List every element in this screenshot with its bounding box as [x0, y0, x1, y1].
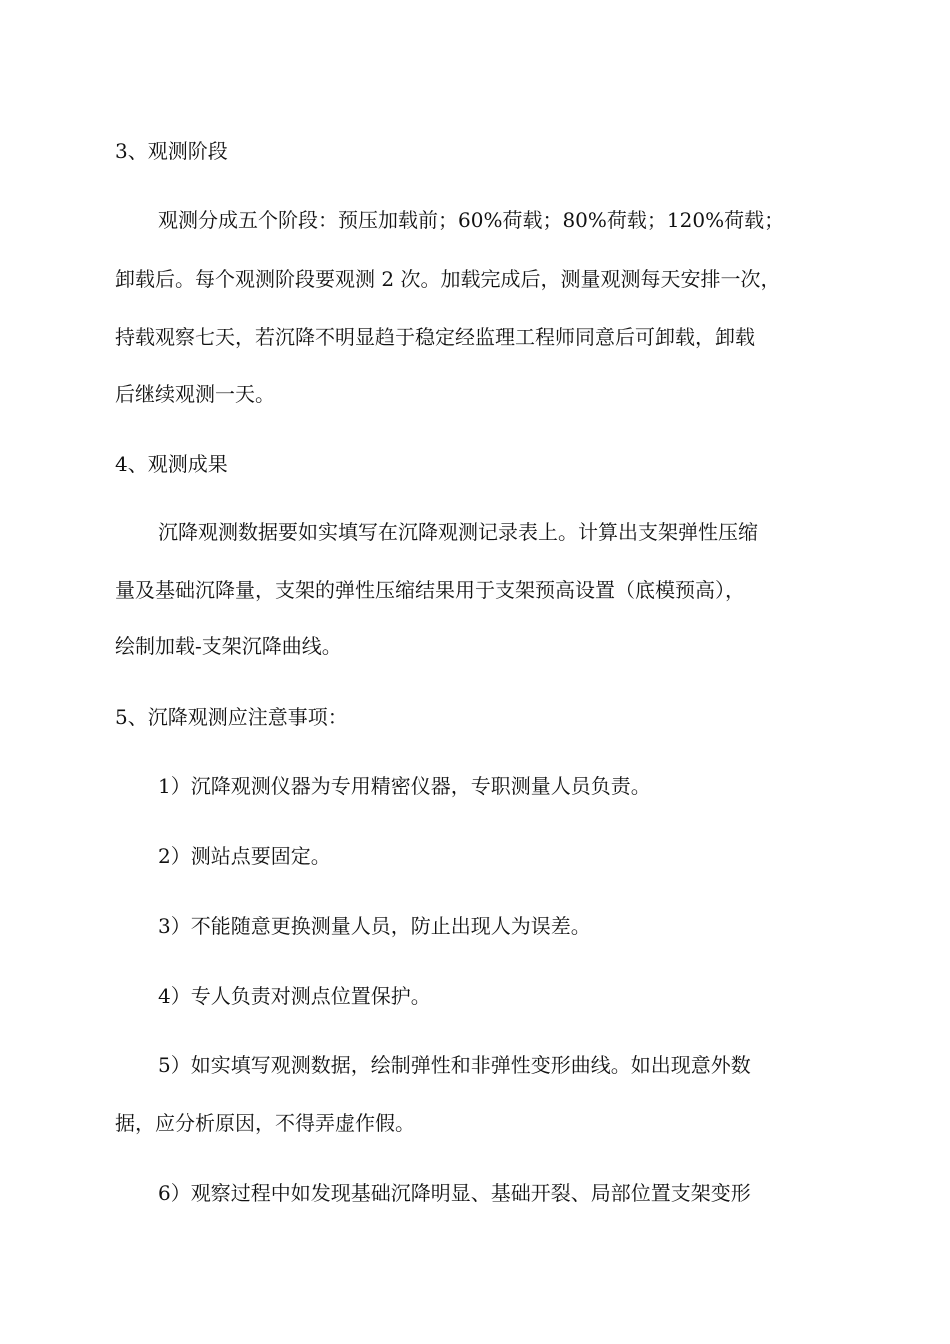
section-5-heading: 5、沉降观测应注意事项：	[115, 705, 348, 729]
section-3-paragraph-line-4: 后继续观测一天。	[115, 382, 275, 406]
section-3-paragraph-line-2: 卸载后。每个观测阶段要观测 2 次。加载完成后，测量观测每天安排一次，	[115, 267, 781, 291]
section-4-heading: 4、观测成果	[115, 452, 228, 476]
section-5-item-3: 3）不能随意更换测量人员，防止出现人为误差。	[158, 914, 591, 938]
section-5-item-1: 1）沉降观测仪器为专用精密仪器，专职测量人员负责。	[158, 774, 651, 798]
section-4-paragraph-line-1: 沉降观测数据要如实填写在沉降观测记录表上。计算出支架弹性压缩	[158, 520, 758, 544]
section-3-heading: 3、观测阶段	[115, 139, 228, 163]
section-3-paragraph-line-1: 观测分成五个阶段：预压加载前；60%荷载；80%荷载；120%荷载；	[158, 208, 785, 232]
section-5-item-2: 2）测站点要固定。	[158, 844, 331, 868]
section-4-paragraph-line-3: 绘制加载-支架沉降曲线。	[115, 634, 342, 658]
section-5-item-5-line-2: 据，应分析原因，不得弄虚作假。	[115, 1111, 415, 1135]
section-4-paragraph-line-2: 量及基础沉降量，支架的弹性压缩结果用于支架预高设置（底模预高），	[115, 578, 745, 602]
section-3-paragraph-line-3: 持载观察七天，若沉降不明显趋于稳定经监理工程师同意后可卸载，卸载	[115, 325, 755, 349]
section-5-item-4: 4）专人负责对测点位置保护。	[158, 984, 431, 1008]
section-5-item-5-line-1: 5）如实填写观测数据，绘制弹性和非弹性变形曲线。如出现意外数	[158, 1053, 751, 1077]
section-5-item-6: 6）观察过程中如发现基础沉降明显、基础开裂、局部位置支架变形	[158, 1181, 751, 1205]
